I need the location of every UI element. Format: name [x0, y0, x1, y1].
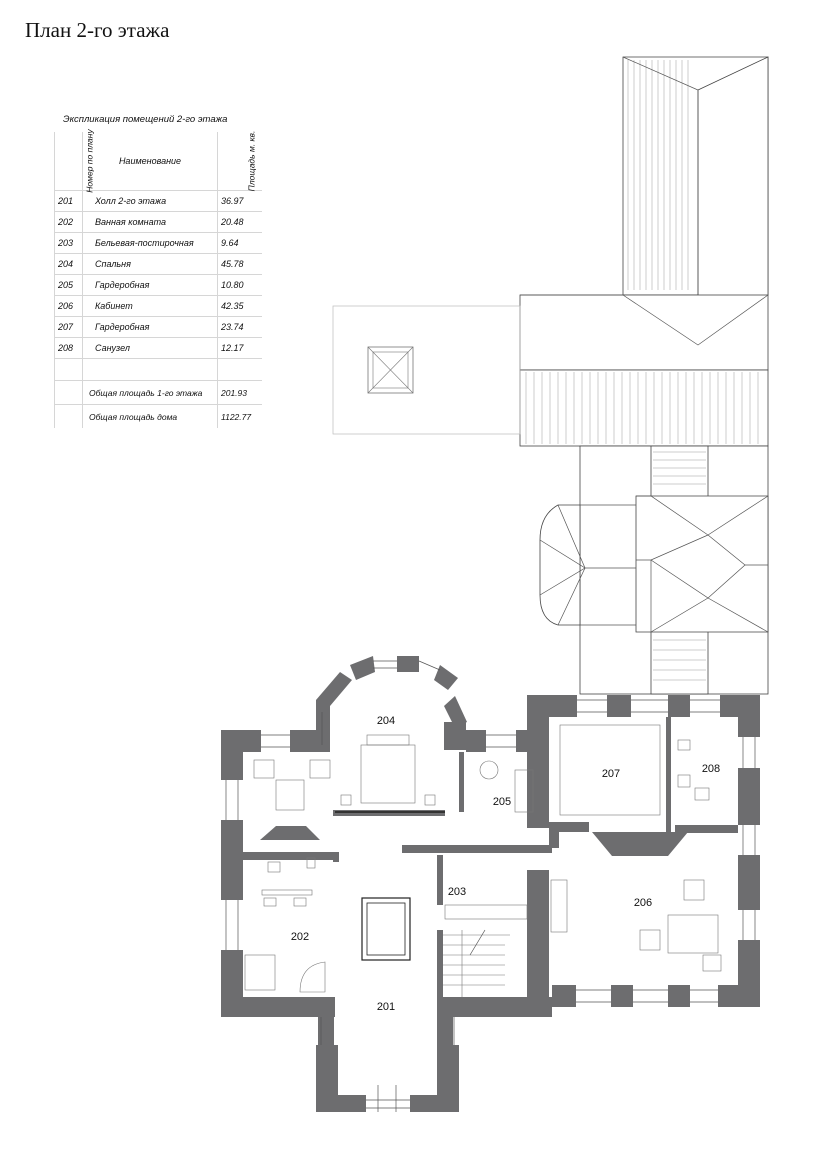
room-label-205: 205: [492, 796, 512, 808]
cell-name: Спальня: [83, 254, 218, 275]
room-label-202: 202: [290, 931, 310, 943]
cell-number: 205: [55, 275, 83, 296]
cell-name: Холл 2-го этажа: [83, 191, 218, 212]
header-name: Наименование: [83, 132, 218, 191]
cell-area: 36.97: [218, 191, 262, 212]
cell-area: 20.48: [218, 212, 262, 233]
cell-number: 203: [55, 233, 83, 254]
cell-name: Гардеробная: [83, 317, 218, 338]
windows: [226, 661, 755, 1112]
cell-name: Бельевая-постирочная: [83, 233, 218, 254]
cell-number: 204: [55, 254, 83, 275]
cell-area: 23.74: [218, 317, 262, 338]
skylight-icon: [368, 347, 413, 393]
total-value: 1122.77: [218, 405, 262, 429]
total-label: Общая площадь дома: [83, 405, 218, 429]
cell-number: 207: [55, 317, 83, 338]
cell-area: 10.80: [218, 275, 262, 296]
cell-area: 9.64: [218, 233, 262, 254]
page-title: План 2-го этажа: [25, 18, 170, 42]
walls: [221, 656, 760, 1112]
room-labels: [291, 715, 720, 1013]
header-number: Номер по плану: [55, 132, 83, 191]
cell-number: 208: [55, 338, 83, 359]
room-label-201: 201: [376, 1001, 396, 1013]
furniture: [245, 725, 721, 997]
room-label-208: 208: [701, 763, 721, 775]
total-value: 201.93: [218, 381, 262, 405]
room-label-207: 207: [601, 768, 621, 780]
room-label-203: 203: [447, 886, 467, 898]
header-area: Площадь м. кв.: [218, 132, 262, 191]
cell-area: 42.35: [218, 296, 262, 317]
explication-caption: Экспликация помещений 2-го этажа: [63, 114, 228, 125]
roof-plan: [333, 57, 768, 694]
cell-name: Санузел: [83, 338, 218, 359]
cell-name: Ванная комната: [83, 212, 218, 233]
room-label-206: 206: [633, 897, 653, 909]
cell-number: 201: [55, 191, 83, 212]
cell-area: 12.17: [218, 338, 262, 359]
cell-area: 45.78: [218, 254, 262, 275]
cell-name: Гардеробная: [83, 275, 218, 296]
total-label: Общая площадь 1-го этажа: [83, 381, 218, 405]
stairs: [443, 930, 510, 997]
cell-number: 206: [55, 296, 83, 317]
cell-name: Кабинет: [83, 296, 218, 317]
room-label-204: 204: [376, 715, 396, 727]
cell-number: 202: [55, 212, 83, 233]
